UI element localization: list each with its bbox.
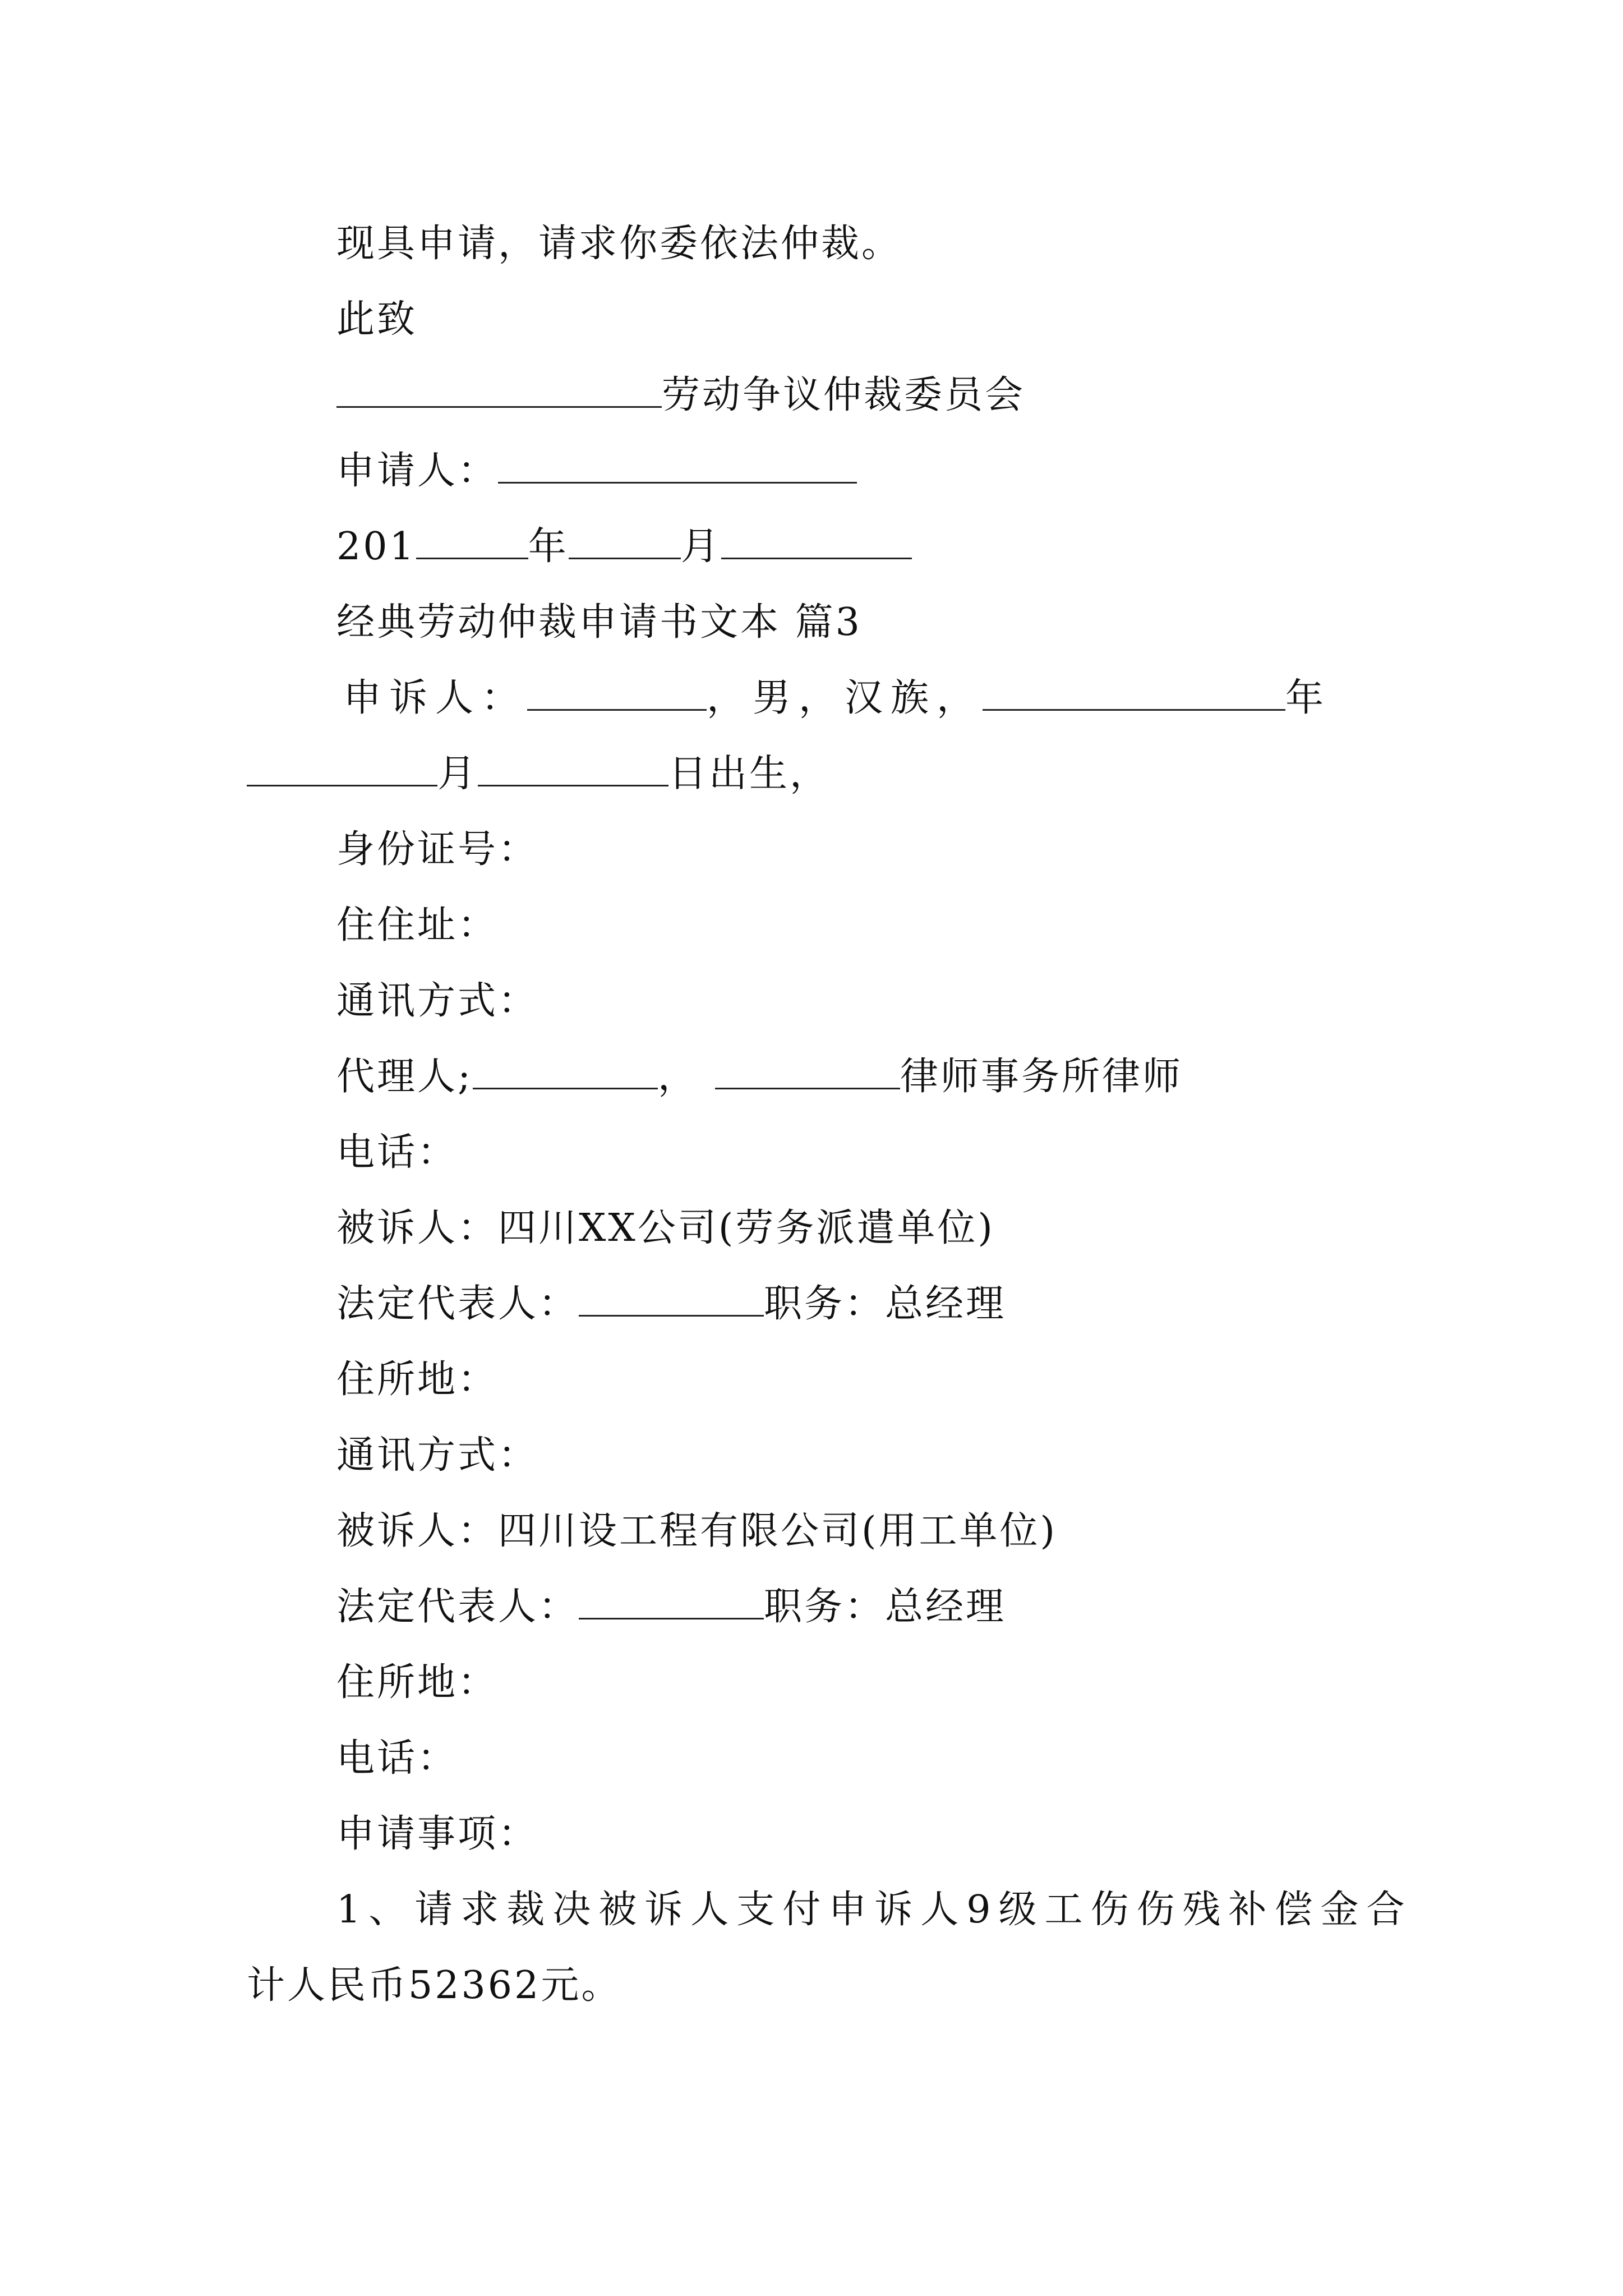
claims-heading: 申请事项： <box>336 1812 539 1856</box>
legal-rep-2-label: 法定代表人： <box>336 1585 579 1629</box>
agent-sep: ， <box>657 1055 698 1099</box>
salutation-line: 此致 <box>336 297 418 342</box>
agent-label: 代理人; <box>336 1055 473 1099</box>
contact-2-line: 通讯方式： <box>336 1433 539 1478</box>
birth-year-label: 年 <box>1285 676 1332 720</box>
birth-tail: 日出生， <box>668 752 831 796</box>
legal-rep-2-title: 职务：总经理 <box>764 1585 1007 1629</box>
legal-rep-2-blank <box>579 1581 764 1619</box>
address-line: 住住址： <box>336 903 499 947</box>
residence-2-line: 住所地： <box>336 1660 499 1705</box>
year-prefix: 201 <box>336 524 416 569</box>
law-firm-blank <box>715 1051 900 1089</box>
legal-rep-1-label: 法定代表人： <box>336 1282 579 1326</box>
month-label: 月 <box>680 524 721 569</box>
legal-rep-1-blank <box>579 1278 764 1317</box>
respondent-1-line: 被诉人：四川XX公司(劳务派遣单位) <box>336 1206 995 1250</box>
section-heading: 经典劳动仲裁申请书文本 篇3 <box>336 600 862 645</box>
phone-2-line: 电话： <box>336 1736 458 1780</box>
legal-rep-1-title: 职务：总经理 <box>764 1282 1007 1326</box>
phone-line: 电话： <box>336 1130 458 1175</box>
legal-rep-2-line <box>336 1576 1006 1638</box>
day-blank <box>721 521 912 559</box>
complainant-details: ，男，汉族， <box>707 676 983 720</box>
birth-day-blank <box>478 748 668 786</box>
birth-month-label: 月 <box>437 752 478 796</box>
birth-year-blank <box>983 672 1285 711</box>
claim-1-continuation: 计人民币52362元。 <box>247 1963 622 2008</box>
applicant-line <box>336 440 857 502</box>
complainant-label: 申诉人： <box>343 676 528 720</box>
respondent-2-line: 被诉人：四川设工程有限公司(用工单位) <box>336 1509 1058 1553</box>
closing-request-line: 现具申请，请求你委依法仲裁。 <box>336 222 902 266</box>
complainant-name-blank <box>527 672 707 711</box>
year-blank <box>416 521 528 559</box>
agent-line <box>336 1046 1183 1108</box>
birth-date-line <box>247 743 830 805</box>
residence-1-line: 住所地： <box>336 1358 499 1402</box>
claim-1-line: 1、请求裁决被诉人支付申诉人9级工伤伤残补偿金合 <box>336 1888 1413 1932</box>
legal-rep-1-line <box>336 1273 1006 1335</box>
agent-tail: 律师事务所律师 <box>900 1055 1183 1099</box>
committee-blank <box>336 369 662 408</box>
month-blank <box>569 521 681 559</box>
id-number-line: 身份证号： <box>336 827 539 872</box>
year-label: 年 <box>528 524 569 569</box>
agent-name-blank <box>473 1051 658 1089</box>
complainant-line <box>343 668 1331 729</box>
date-line <box>336 516 912 578</box>
applicant-label: 申请人： <box>336 449 499 493</box>
applicant-blank <box>498 445 857 484</box>
birth-month-blank <box>247 748 437 786</box>
committee-name: 劳动争议仲裁委员会 <box>662 373 1026 417</box>
committee-line <box>336 365 1025 426</box>
contact-line: 通讯方式： <box>336 979 539 1023</box>
